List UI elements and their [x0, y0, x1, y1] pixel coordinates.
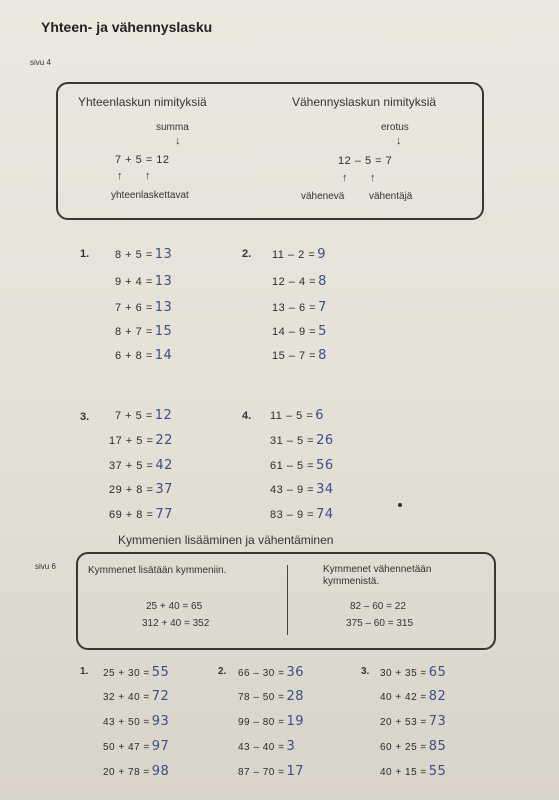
exercise-item: 14 – 9 = 5 [272, 324, 327, 339]
exercise-number: 3. [80, 411, 90, 423]
box-divider [287, 565, 288, 635]
arrow-up-icon: ↑ [370, 172, 376, 184]
exercise-number: 1. [80, 666, 89, 677]
handwritten-answer: 93 [151, 714, 170, 729]
exercise-number: 2. [218, 666, 227, 677]
difference-label: erotus [381, 122, 409, 133]
adding-tens-example: 312 + 40 = 352 [142, 618, 210, 629]
handwritten-answer: 17 [286, 764, 305, 779]
difference-example: 12 – 5 = 7 [338, 155, 393, 167]
subtracting-tens-rule: Kymmenet vähennetään [323, 564, 432, 575]
handwritten-answer: 72 [151, 689, 170, 704]
exercise-item: 60 + 25 = 85 [380, 739, 447, 754]
handwritten-answer: 9 [317, 247, 327, 262]
handwritten-answer: 5 [318, 324, 327, 339]
handwritten-answer: 77 [155, 507, 173, 522]
handwritten-answer: 13 [154, 247, 173, 262]
arrow-up-icon: ↑ [342, 172, 348, 184]
exercise-item: 83 – 9 = 74 [270, 507, 334, 522]
page-ref-sivu-4: sivu 4 [30, 58, 51, 67]
exercise-item: 50 + 47 = 97 [103, 739, 170, 754]
handwritten-answer: 42 [155, 458, 173, 473]
handwritten-answer: 37 [155, 482, 173, 497]
exercise-item: 25 + 30 = 55 [103, 665, 170, 680]
handwritten-answer: 13 [154, 300, 173, 315]
handwritten-answer: 55 [151, 665, 170, 680]
subtracting-tens-example: 375 – 60 = 315 [346, 618, 414, 629]
exercise-item: 11 – 2 = 9 [272, 247, 327, 262]
section-heading: Kymmenien lisääminen ja vähentäminen [118, 533, 334, 547]
exercise-item: 9 + 4 = 13 [115, 274, 173, 289]
sum-example: 7 + 5 = 12 [115, 154, 170, 166]
exercise-item: 40 + 15 = 55 [380, 764, 447, 779]
handwritten-answer: 22 [155, 433, 173, 448]
exercise-item: 32 + 40 = 72 [103, 689, 170, 704]
handwritten-answer: 28 [286, 689, 305, 704]
handwritten-answer: 14 [154, 348, 173, 363]
handwritten-answer: 12 [154, 408, 173, 423]
addition-terms-title: Yhteenlaskun nimityksiä [78, 95, 207, 109]
exercise-item: 13 – 6 = 7 [272, 300, 327, 315]
handwritten-answer: 85 [428, 739, 447, 754]
handwritten-answer: 56 [316, 458, 334, 473]
handwritten-answer: 97 [151, 739, 170, 754]
addends-label: yhteenlaskettavat [111, 190, 189, 201]
exercise-number: 2. [242, 248, 252, 260]
exercise-number: 4. [242, 410, 252, 422]
exercise-item: 78 – 50 = 28 [238, 689, 305, 704]
handwritten-answer: 36 [286, 665, 305, 680]
arrow-up-icon: ↑ [117, 170, 123, 182]
exercise-item: 7 + 5 = 12 [115, 408, 173, 423]
exercise-item: 37 + 5 = 42 [109, 458, 173, 473]
exercise-item: 61 – 5 = 56 [270, 458, 334, 473]
handwritten-answer: 8 [318, 274, 327, 289]
handwritten-answer: 19 [286, 714, 305, 729]
handwritten-answer: 3 [286, 739, 296, 754]
arrow-up-icon: ↑ [145, 170, 151, 182]
adding-tens-rule: Kymmenet lisätään kymmeniin. [88, 565, 227, 576]
handwritten-answer: 65 [428, 665, 447, 680]
handwritten-answer: 13 [154, 274, 173, 289]
exercise-item: 12 – 4 = 8 [272, 274, 327, 289]
exercise-item: 6 + 8 = 14 [115, 348, 173, 363]
exercise-item: 43 – 9 = 34 [270, 482, 334, 497]
handwritten-answer: 7 [318, 300, 327, 315]
exercise-item: 7 + 6 = 13 [115, 300, 173, 315]
exercise-item: 11 – 5 = 6 [270, 408, 325, 423]
exercise-item: 17 + 5 = 22 [109, 433, 173, 448]
exercise-item: 87 – 70 = 17 [238, 764, 305, 779]
handwritten-answer: 8 [318, 348, 327, 363]
exercise-item: 40 + 42 = 82 [380, 689, 447, 704]
handwritten-answer: 73 [428, 714, 447, 729]
page-title: Yhteen- ja vähennyslasku [41, 19, 213, 35]
exercise-number: 3. [361, 666, 370, 677]
subtracting-tens-example: 82 – 60 = 22 [350, 601, 406, 612]
arrow-down-icon: ↓ [175, 135, 181, 147]
exercise-item: 15 – 7 = 8 [272, 348, 327, 363]
exercise-item: 31 – 5 = 26 [270, 433, 334, 448]
adding-tens-example: 25 + 40 = 65 [146, 601, 203, 612]
page-ref-sivu-6: sivu 6 [35, 562, 56, 571]
subtraction-terms-title: Vähennyslaskun nimityksiä [292, 95, 437, 109]
exercise-item: 8 + 5 = 13 [115, 247, 173, 262]
handwritten-answer: 34 [316, 482, 334, 497]
exercise-number: 1. [80, 248, 90, 260]
arrow-down-icon: ↓ [396, 135, 402, 147]
sum-label: summa [156, 122, 189, 133]
exercise-item: 20 + 53 = 73 [380, 714, 447, 729]
handwritten-answer: 6 [315, 408, 325, 423]
exercise-item: 8 + 7 = 15 [115, 324, 173, 339]
handwritten-answer: 82 [428, 689, 447, 704]
subtrahend-label: vähentäjä [369, 191, 413, 202]
minuend-label: vähenevä [301, 191, 345, 202]
handwritten-answer: 98 [151, 764, 170, 779]
exercise-item: 66 – 30 = 36 [238, 665, 305, 680]
handwritten-answer: 55 [428, 764, 447, 779]
exercise-item: 43 – 40 = 3 [238, 739, 296, 754]
exercise-item: 69 + 8 = 77 [109, 507, 173, 522]
handwritten-answer: 15 [154, 324, 173, 339]
exercise-item: 43 + 50 = 93 [103, 714, 170, 729]
exercise-item: 99 – 80 = 19 [238, 714, 305, 729]
handwritten-answer: 26 [316, 433, 334, 448]
exercise-item: 30 + 35 = 65 [380, 665, 447, 680]
subtracting-tens-rule: kymmenistä. [323, 576, 380, 587]
handwritten-answer: 74 [316, 507, 334, 522]
exercise-item: 20 + 78 = 98 [103, 764, 170, 779]
ink-dot [398, 503, 402, 507]
exercise-item: 29 + 8 = 37 [109, 482, 173, 497]
